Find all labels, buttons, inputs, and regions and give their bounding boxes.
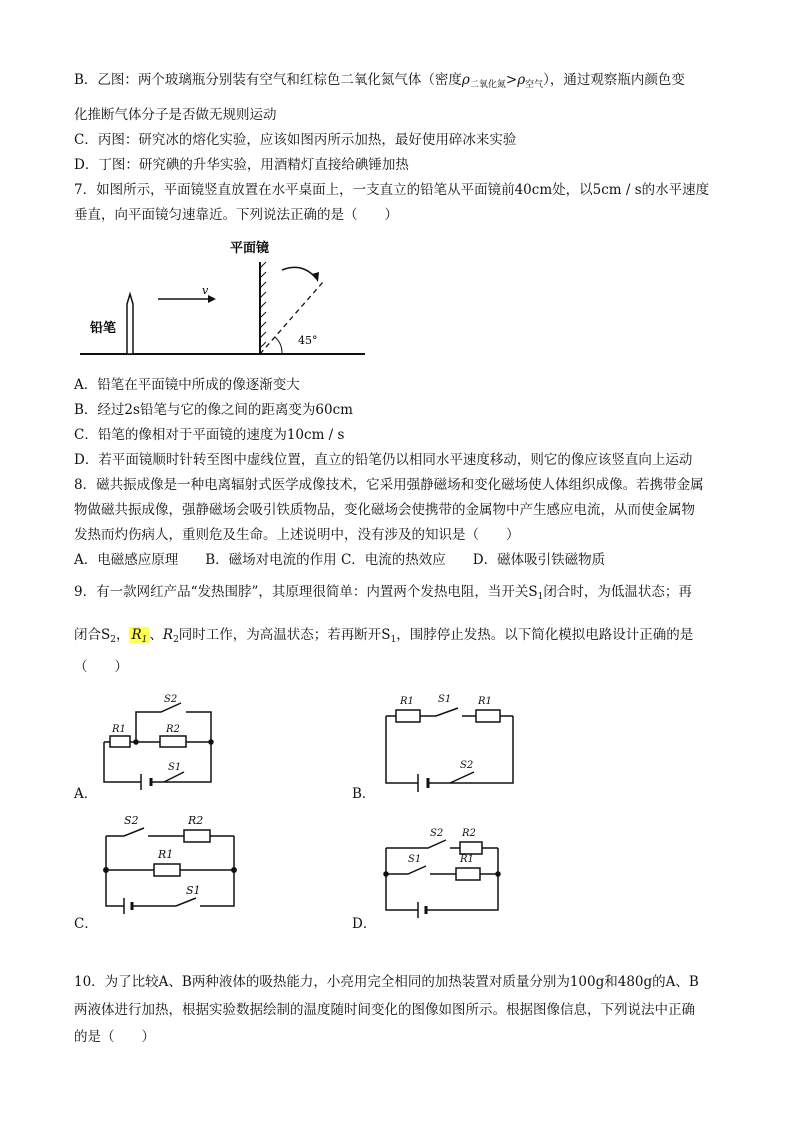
velocity-label: v (202, 284, 209, 297)
mirror-label: 平面镜 (230, 241, 270, 256)
c-s1-label: S1 (186, 884, 201, 897)
r-symbol: R (131, 627, 142, 643)
q7-mirror-figure (70, 232, 370, 362)
a-r2-label: R2 (166, 724, 180, 735)
circuit-b-label: B． (352, 786, 376, 802)
c-r2-label: R2 (188, 814, 204, 827)
q7-stem-line2: 垂直，向平面镜匀速靠近。下列说法正确的是（ ） (74, 207, 398, 223)
q7-option-c: C．铅笔的像相对于平面镜的速度为10cm / s (74, 427, 345, 443)
q8-line2: 物做磁共振成像，强静磁场会吸引铁质物品，变化磁场会使携带的金属物中产生感应电流，从而使金属物 (74, 502, 695, 518)
a-r1-label: R1 (112, 724, 126, 735)
d-s1-label: S1 (408, 854, 422, 865)
rotation-arrowhead (312, 272, 319, 282)
c-s2-label: S2 (124, 814, 139, 827)
b-r1-label: R1 (400, 696, 414, 707)
q9-sub: 1 (537, 592, 544, 602)
rho-sub-air: 空气 (525, 80, 544, 90)
circuit-c-diagram (96, 808, 241, 920)
q8-line3: 发热而灼伤病人，重则危及生命。上述说明中，没有涉及的知识是（ ） (74, 527, 520, 543)
pencil-icon (127, 294, 133, 354)
b-s1-label: S1 (438, 694, 452, 705)
angle-label: 45° (298, 334, 318, 347)
q6-option-c: C．丙图：研究冰的熔化实验，应该如图丙所示加热，最好使用碎冰来实验 (74, 132, 517, 148)
pencil-label: 铅笔 (90, 321, 117, 336)
q6-option-b-line1 (74, 70, 685, 95)
q7-option-b: B．经过2s铅笔与它的像之间的距离变为60cm (74, 402, 353, 418)
q9-line1 (74, 582, 692, 607)
velocity-arrowhead (208, 295, 216, 303)
q6-b-text: B．乙图：两个玻璃瓶分别装有空气和红棕色二氧化氮气体（密度 (74, 72, 462, 88)
q9-sub: 1 (390, 635, 397, 645)
b-r2-label: R1 (478, 696, 492, 707)
circuit-d-label: D． (352, 916, 377, 932)
d-s2-label: S2 (430, 828, 444, 839)
separator: 、 (149, 627, 163, 643)
q7-option-d: D．若平面镜顺时针转至图中虚线位置，直立的铅笔仍以相同水平速度移动，则它的像应该竖直向上运动 (74, 452, 693, 468)
q9-text-e: 同时工作，为高温状态；若再断开S (178, 627, 391, 643)
r2-sub: 2 (173, 635, 179, 645)
q8-line1: 8．磁共振成像是一种电离辐射式医学成像技术，它采用强静磁场和变化磁场使人体组织成像。若携带金属 (74, 477, 704, 493)
r-symbol: R (162, 627, 174, 643)
q6-option-b-line2: 化推断气体分子是否做无规则运动 (74, 107, 277, 123)
d-r1-label: R1 (460, 854, 474, 865)
q7-option-a: A．铅笔在平面镜中所成的像逐渐变大 (74, 377, 300, 393)
circuit-a-diagram (96, 690, 221, 795)
q6-b-text-end: ），通过观察瓶内颜色变 (543, 72, 685, 88)
circuit-d-diagram (378, 818, 518, 920)
rho-sub-no2: 二氧化氮 (469, 80, 506, 90)
c-r1-label: R1 (158, 848, 174, 861)
q10-line3: 的是（ ） (74, 1029, 155, 1045)
q9-text-f: ，围脖停止发热。以下简化模拟电路设计正确的是 (396, 627, 694, 643)
q9-text-d: ， (115, 627, 130, 643)
a-s1-label: S1 (168, 762, 182, 773)
b-s2-label: S2 (460, 760, 474, 771)
q7-stem-line1: 7．如图所示，平面镜竖直放置在水平桌面上，一支直立的铅笔从平面镜前40cm处，以5cm / s的水平速度 (74, 182, 710, 198)
circuit-c-label: C． (74, 916, 98, 932)
q9-line3: （ ） (74, 659, 128, 675)
a-s2-label: S2 (164, 694, 178, 705)
circuit-b-diagram (378, 688, 518, 796)
q9-line2 (74, 625, 693, 650)
rho-symbol: ρ (461, 72, 470, 88)
d-r2-label: R2 (462, 828, 476, 839)
q10-line1: 10．为了比较A、B两种液体的吸热能力，小亮用完全相同的加热装置对质量分别为100g和480g的A、B (74, 974, 699, 990)
angle-arc (275, 337, 282, 354)
q9-sub: 2 (110, 635, 116, 645)
q10-line2: 两液体进行加热，根据实验数据绘制的温度随时间变化的图像如图所示。根据图像信息，下列说法中正确 (74, 1002, 695, 1018)
q8-options: A．电磁感应原理 B．磁场对电流的作用 C．电流的热效应 D．磁体吸引铁磁物质 (74, 552, 606, 568)
q6-option-d: D．丁图：研究碘的升华实验，用酒精灯直接给碘锤加热 (74, 157, 409, 173)
rho-symbol: ρ (517, 72, 526, 88)
rotation-arrow (282, 267, 316, 278)
r1-highlight (129, 627, 149, 643)
circuit-a-label: A． (74, 786, 98, 802)
q9-text-c: 闭合S (74, 627, 111, 643)
r1-sub: 1 (141, 635, 148, 645)
q9-text-b: 闭合时，为低温状态；再 (543, 584, 692, 600)
gt-sign: > (505, 72, 518, 88)
q9-text-a: 9．有一款网红产品“发热围脖”，其原理很简单：内置两个发热电阻，当开关S (74, 584, 538, 600)
